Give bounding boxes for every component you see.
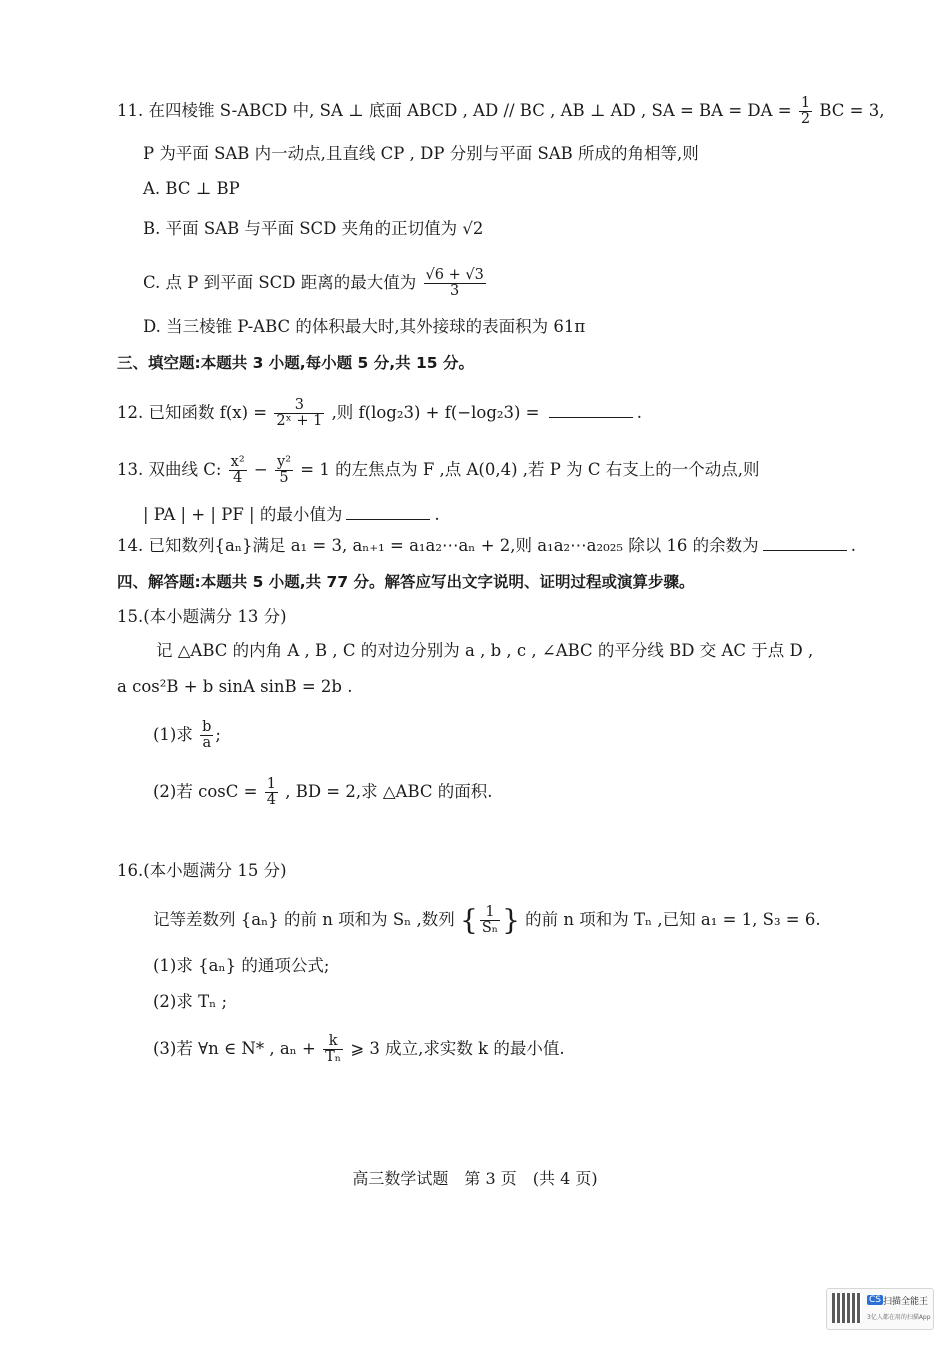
q16-part1: (1)求 {aₙ} 的通项公式; bbox=[153, 956, 330, 975]
q16-part3-pre: (3)若 ∀n ∈ N* , aₙ + bbox=[153, 1039, 316, 1059]
q14-answer-blank[interactable] bbox=[763, 536, 847, 551]
q14-text: 14. 已知数列{aₙ}满足 a₁ = 3, aₙ₊₁ = a₁a₂⋯aₙ + 2,则 a₁a₂⋯a₂₀₂₅ 除以 16 的余数为 bbox=[117, 536, 759, 555]
q15-part2-den: 4 bbox=[266, 792, 276, 809]
q15-part2-pre: (2)若 cosC = bbox=[153, 782, 258, 802]
q11-line1-end: BC = 3, bbox=[819, 101, 885, 121]
q11-line1-text: 11. 在四棱锥 S-ABCD 中, SA ⊥ 底面 ABCD , AD // BC , AB ⊥ AD , SA = BA = DA = bbox=[117, 101, 792, 121]
scanner-watermark bbox=[826, 1288, 934, 1330]
q16-line1-num: 1 bbox=[480, 905, 500, 921]
q16-line1-den: Sₙ bbox=[481, 920, 499, 937]
q16-part3-num: k bbox=[323, 1034, 343, 1050]
q15-part2 bbox=[153, 777, 493, 808]
q15-part1-den: a bbox=[202, 735, 212, 752]
page-footer: 高三数学试题 第 3 页 (共 4 页) bbox=[352, 1169, 598, 1188]
q11-option-c-text: C. 点 P 到平面 SCD 距离的最大值为 bbox=[143, 273, 417, 293]
qr-code-icon bbox=[832, 1293, 862, 1323]
q11-option-b: B. 平面 SAB 与平面 SCD 夹角的正切值为 √2 bbox=[143, 219, 484, 238]
q16-part3-fraction bbox=[323, 1034, 343, 1065]
q13-line2-text: | PA | + | PF | 的最小值为 bbox=[143, 505, 343, 524]
q15-line1: 记 △ABC 的内角 A , B , C 的对边分别为 a , b , c , ∠ABC 的平分线 BD 交 AC 于点 D , bbox=[156, 641, 814, 660]
q11-option-c-fraction bbox=[424, 268, 486, 299]
q16-line1-post: 的前 n 项和为 Tₙ ,已知 a₁ = 1, S₃ = 6. bbox=[525, 910, 821, 930]
scanner-slogan: 3亿人都在用的扫描App bbox=[867, 1314, 931, 1321]
q15-part2-num: 1 bbox=[266, 776, 276, 792]
q14-end: . bbox=[850, 536, 856, 555]
q12-pre: 12. 已知函数 f(x) = bbox=[117, 403, 268, 423]
q11-option-a: A. BC ⊥ BP bbox=[143, 179, 240, 198]
q12-num: 3 bbox=[274, 398, 324, 414]
q12 bbox=[117, 398, 642, 429]
q11-line1 bbox=[117, 96, 885, 127]
q15-line2: a cos²B + b sinA sinB = 2b . bbox=[117, 677, 353, 696]
section3-heading: 三、填空题:本题共 3 小题,每小题 5 分,共 15 分。 bbox=[117, 354, 474, 372]
q15-part1-fraction bbox=[200, 720, 213, 751]
q16-line1-fraction bbox=[480, 905, 500, 936]
q12-den: 2ˣ + 1 bbox=[276, 413, 323, 430]
q16-part2: (2)求 Tₙ ; bbox=[153, 992, 228, 1011]
q16-part3-post: ⩾ 3 成立,求实数 k 的最小值. bbox=[350, 1039, 565, 1059]
q13-frac2-num: y² bbox=[277, 454, 292, 470]
q13-line2 bbox=[143, 504, 440, 526]
q15-part1-pre: (1)求 bbox=[153, 725, 193, 745]
q13-end: . bbox=[434, 505, 440, 524]
q16-line1 bbox=[153, 905, 821, 936]
q12-answer-blank[interactable] bbox=[549, 403, 633, 418]
q13-frac2-den: 5 bbox=[279, 470, 289, 487]
q11-frac-den: 2 bbox=[800, 111, 811, 128]
scanner-brand: 扫描全能王 bbox=[883, 1297, 929, 1307]
section4-heading: 四、解答题:本题共 5 小题,共 77 分。解答应写出文字说明、证明过程或演算步骤。 bbox=[117, 573, 695, 591]
q11-fraction bbox=[799, 96, 812, 127]
q11-line2: P 为平面 SAB 内一动点,且直线 CP , DP 分别与平面 SAB 所成的角相等,则 bbox=[143, 144, 699, 163]
q13-fraction-x bbox=[229, 455, 247, 486]
q12-end: . bbox=[636, 403, 642, 423]
q15-part2-fraction bbox=[265, 777, 278, 808]
q13-line1 bbox=[117, 455, 759, 486]
q13-minus: − bbox=[253, 460, 268, 480]
q11-option-c bbox=[143, 268, 488, 299]
q11-option-c-den: 3 bbox=[450, 283, 460, 300]
q15-part1 bbox=[153, 720, 221, 751]
q16-line1-pre: 记等差数列 {aₙ} 的前 n 项和为 Sₙ ,数列 bbox=[153, 910, 455, 930]
q11-frac-num: 1 bbox=[800, 95, 811, 111]
q12-fraction bbox=[274, 398, 324, 429]
q13-post: = 1 的左焦点为 F ,点 A(0,4) ,若 P 为 C 右支上的一个动点,则 bbox=[300, 460, 760, 480]
q13-answer-blank[interactable] bbox=[346, 505, 430, 520]
scanner-logo-badge: CS bbox=[869, 1295, 881, 1305]
q13-frac1-den: 4 bbox=[233, 470, 243, 487]
q15-part2-post: , BD = 2,求 △ABC 的面积. bbox=[285, 782, 493, 802]
q16-part3-den: Tₙ bbox=[325, 1049, 342, 1066]
q11-option-c-num: √6 + √3 bbox=[425, 267, 484, 283]
q16-part3 bbox=[153, 1034, 565, 1065]
q16-brace-right: } bbox=[502, 903, 520, 937]
q13-fraction-y bbox=[275, 455, 293, 486]
q14 bbox=[117, 535, 856, 557]
q15-heading: 15.(本小题满分 13 分) bbox=[117, 607, 287, 626]
q15-part1-post: ; bbox=[215, 725, 221, 745]
q12-post: ,则 f(log₂3) + f(−log₂3) = bbox=[331, 403, 540, 423]
q11-option-d: D. 当三棱锥 P-ABC 的体积最大时,其外接球的表面积为 61π bbox=[143, 317, 586, 336]
q13-pre: 13. 双曲线 C: bbox=[117, 460, 222, 480]
q16-heading: 16.(本小题满分 15 分) bbox=[117, 861, 287, 880]
q15-part1-num: b bbox=[202, 719, 212, 735]
q13-frac1-num: x² bbox=[230, 454, 245, 470]
q16-brace-left: { bbox=[460, 903, 478, 937]
